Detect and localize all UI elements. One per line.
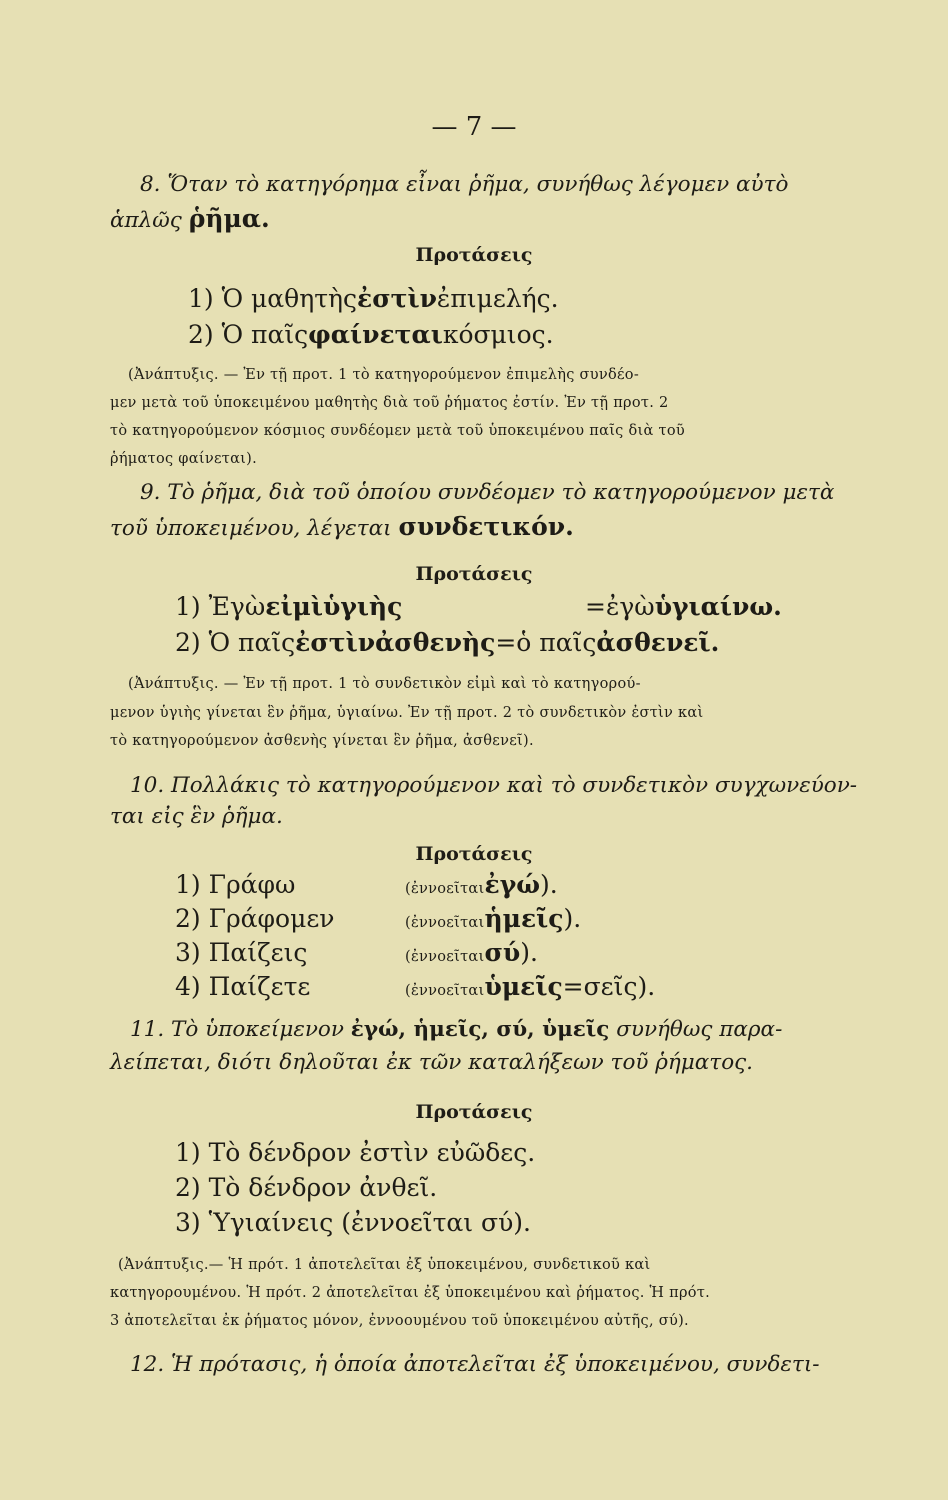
example-11-2: 2) Τὸ δένδρον ἀνθεῖ. xyxy=(175,1173,438,1202)
section-11-line-2: λείπεται, διότι δηλοῦται ἐκ τῶν καταλήξεων τοῦ ῥήματος. xyxy=(110,1050,754,1075)
example-8-2: 2) Ὁ παῖςφαίνεταικόσμιος. xyxy=(188,320,554,349)
note-9-line-3: τὸ κατηγορούμενον ἀσθενὴς γίνεται ἓν ῥῆμα, ἀσθενεῖ). xyxy=(110,733,534,749)
note-8-line-4: ῥήματος φαίνεται). xyxy=(110,451,258,467)
example-10-4: 4) Παίζετε (ἐννοεῖταιὑμεῖς=σεῖς). xyxy=(175,972,656,1001)
heading-protaseis-4: Προτάσεις xyxy=(415,1101,533,1123)
note-11-line-3: 3 ἀποτελεῖται ἐκ ῥήματος μόνον, ἐννοουμένου τοῦ ὑποκειμένου αὐτῆς, σύ). xyxy=(110,1313,689,1329)
note-11-line-2: κατηγορουμένου. Ἡ πρότ. 2 ἀποτελεῖται ἐξ ὑποκειμένου καὶ ῥήματος. Ἡ πρότ. xyxy=(110,1285,711,1301)
heading-protaseis-2: Προτάσεις xyxy=(415,563,533,585)
example-9-1: 1) Ἐγὼεἰμὶὑγιὴς =ἐγὼὑγιαίνω. xyxy=(175,592,782,621)
heading-protaseis-3: Προτάσεις xyxy=(415,843,533,865)
note-9-line-2: μενον ὑγιὴς γίνεται ἓν ῥῆμα, ὑγιαίνω. Ἐν τῇ προτ. 2 τὸ συνδετικὸν ἐστὶν καὶ xyxy=(110,705,704,721)
heading-protaseis-1: Προτάσεις xyxy=(415,244,533,266)
page-number: — 7 — xyxy=(431,112,517,142)
example-10-3: 3) Παίζεις (ἐννοεῖταισύ). xyxy=(175,938,538,967)
section-10-line-1: 10. Πολλάκις τὸ κατηγορούμενον καὶ τὸ συνδετικὸν συγχωνεύον- xyxy=(130,773,858,798)
note-9-line-1: (Ἀνάπτυξις. — Ἐν τῇ προτ. 1 τὸ συνδετικὸν εἰμὶ καὶ τὸ κατηγορού- xyxy=(128,676,641,692)
note-8-line-1: (Ἀνάπτυξις. — Ἐν τῇ προτ. 1 τὸ κατηγορούμενον ἐπιμελὴς συνδέο- xyxy=(128,367,640,383)
section-8-line-2: ἁπλῶς ῥῆμα. xyxy=(110,204,270,233)
example-10-2: 2) Γράφομεν (ἐννοεῖταιἡμεῖς). xyxy=(175,904,582,933)
section-11-line-1: 11. Τὸ ὑποκείμενον ἐγώ, ἡμεῖς, σύ, ὑμεῖς συνήθως παρα- xyxy=(130,1017,783,1042)
note-8-line-3: τὸ κατηγορούμενον κόσμιος συνδέομεν μετὰ τοῦ ὑποκειμένου παῖς διὰ τοῦ xyxy=(110,423,685,439)
section-8-line-1: 8. Ὅταν τὸ κατηγόρημα εἶναι ῥῆμα, συνήθως λέγομεν αὐτὸ xyxy=(140,172,789,197)
section-10-line-2: ται εἰς ἓν ῥῆμα. xyxy=(110,804,283,829)
example-9-2: 2) Ὁ παῖςἐστὶνἀσθενὴς=ὁ παῖςἀσθενεῖ. xyxy=(175,628,720,657)
example-10-1: 1) Γράφω (ἐννοεῖταιἐγώ). xyxy=(175,870,558,899)
section-12-line-1: 12. Ἡ πρότασις, ἡ ὁποία ἀποτελεῖται ἐξ ὑποκειμένου, συνδετι- xyxy=(130,1352,820,1377)
note-11-line-1: (Ἀνάπτυξις.— Ἡ πρότ. 1 ἀποτελεῖται ἐξ ὑποκειμένου, συνδετικοῦ καὶ xyxy=(118,1257,651,1273)
section-9-line-1: 9. Τὸ ῥῆμα, διὰ τοῦ ὁποίου συνδέομεν τὸ κατηγορούμενον μετὰ xyxy=(140,480,835,505)
example-11-3: 3) Ὑγιαίνεις (ἐννοεῖται σύ). xyxy=(175,1208,531,1237)
section-9-line-2: τοῦ ὑποκειμένου, λέγεται συνδετικόν. xyxy=(110,512,574,541)
example-8-1: 1) Ὁ μαθητὴςἐστὶνἐπιμελής. xyxy=(188,284,559,313)
example-11-1: 1) Τὸ δένδρον ἐστὶν εὐῶδες. xyxy=(175,1138,536,1167)
note-8-line-2: μεν μετὰ τοῦ ὑποκειμένου μαθητὴς διὰ τοῦ ῥήματος ἐστίν. Ἐν τῇ προτ. 2 xyxy=(110,395,669,411)
